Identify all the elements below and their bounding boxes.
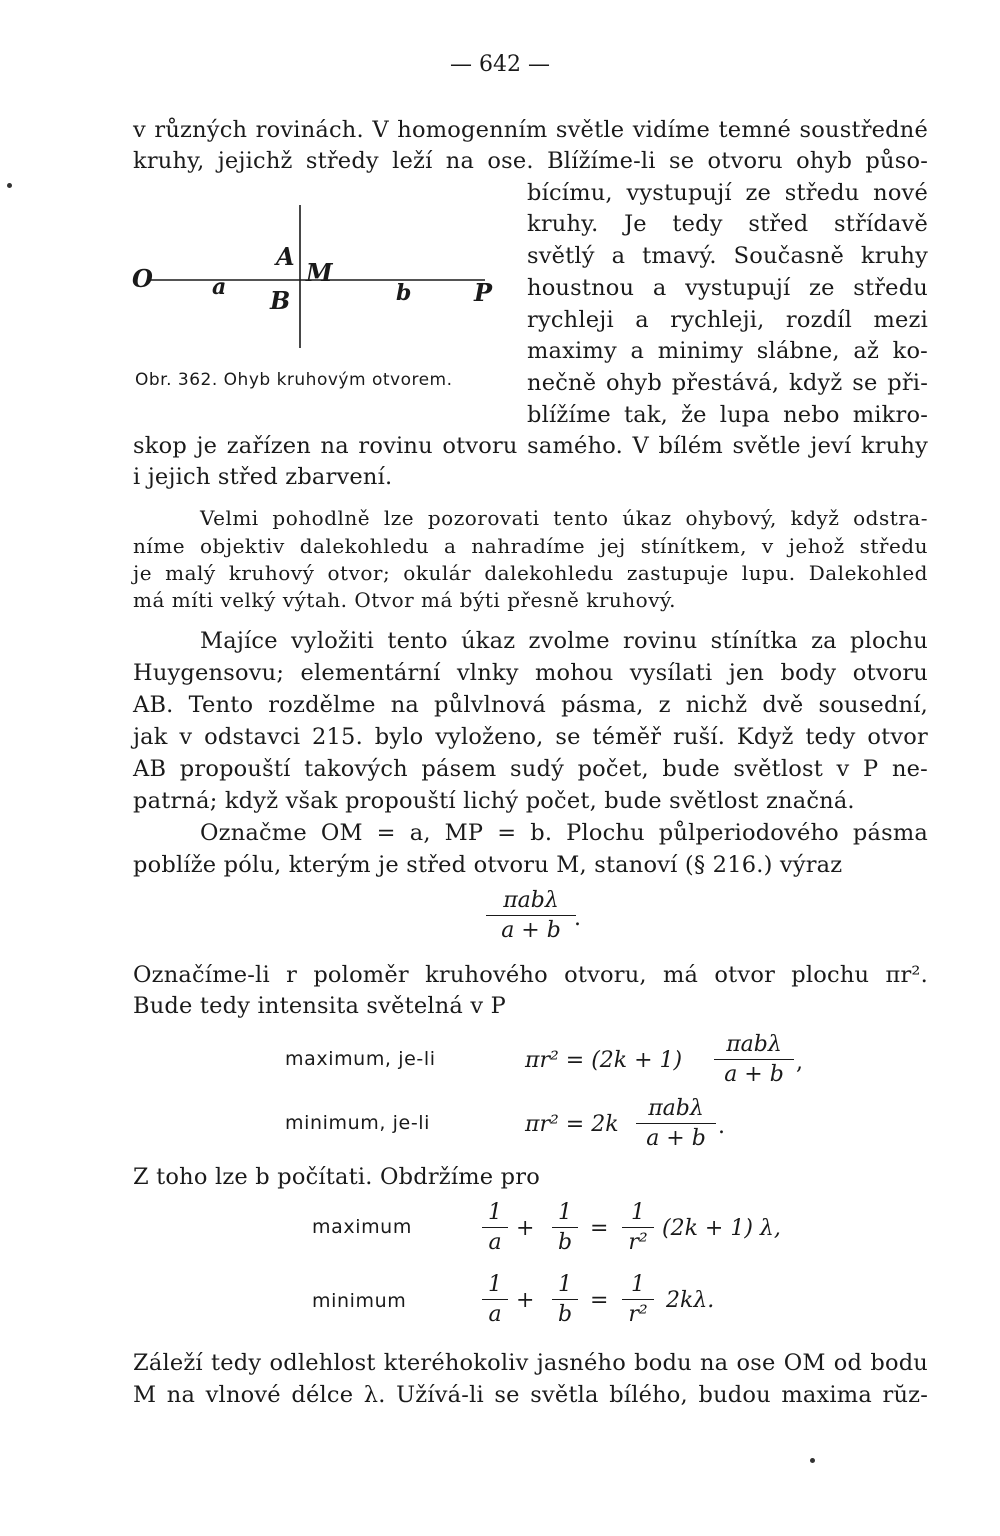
page-number: — 642 — (450, 52, 550, 77)
formula-lhs: πr² = (2k + 1) (525, 1048, 683, 1073)
formula-punctuation: , (796, 1050, 803, 1075)
fraction-numerator: 1 (482, 1272, 508, 1300)
text-line: Označme OM = a, MP = b. Plochu půlperiodového pásma (200, 820, 928, 846)
fraction-numerator: πabλ (486, 888, 576, 916)
text-line: AB propouští takových pásem sudý počet, bude světlost v P ne- (133, 756, 928, 782)
formula-fraction (622, 1200, 654, 1255)
small-text-line: níme objektiv dalekohledu a nahradíme jej stínítkem, v jehož středu (133, 534, 928, 558)
text-line: světlý a tmavý. Současně kruhy (527, 243, 928, 269)
formula-lhs: πr² = 2k (525, 1112, 619, 1137)
formula-fraction (622, 1272, 654, 1327)
fraction-numerator: πabλ (714, 1032, 794, 1060)
fraction-denominator: a + b (646, 1126, 706, 1151)
text-line: Z toho lze b počítati. Obdržíme pro (133, 1164, 540, 1190)
formula-fraction (486, 888, 576, 943)
formula-label-minimum: minimum, je-li (285, 1112, 431, 1134)
text-line: i jejich střed zbarvení. (133, 464, 393, 490)
text-line: Označíme-li r poloměr kruhového otvoru, má otvor plochu πr². (133, 962, 928, 988)
formula-fraction (482, 1272, 508, 1327)
text-line: M na vlnové délce λ. Užívá-li se světla bílého, budou maxima rŭz- (133, 1382, 928, 1408)
text-line: rychleji a rychleji, rozdíl mezi (527, 307, 928, 333)
fraction-denominator: a (488, 1302, 502, 1327)
text-line: kruhy, jejichž středy leží na ose. Blížíme-li se otvoru ohyb půso- (133, 148, 928, 174)
formula-label-maximum-2: maximum (312, 1216, 412, 1238)
text-line: blížíme tak, že lupa nebo mikro- (527, 402, 928, 428)
label-A: A (276, 242, 295, 271)
label-b: b (396, 280, 412, 306)
formula-punctuation: . (718, 1114, 725, 1139)
fraction-numerator: 1 (482, 1200, 508, 1228)
formula-operator: + (516, 1288, 535, 1313)
formula-fraction (482, 1200, 508, 1255)
small-text-line: má míti velký výtah. Otvor má býti přesně kruhový. (133, 588, 677, 612)
fraction-denominator: r² (628, 1302, 648, 1327)
formula-fraction (636, 1096, 716, 1151)
fraction-denominator: r² (628, 1230, 648, 1255)
figure-caption: Obr. 362. Ohyb kruhovým otvorem. (135, 370, 453, 390)
text-line: poblíže pólu, kterým je střed otvoru M, stanoví (§ 216.) výraz (133, 852, 843, 878)
text-line: AB. Tento rozdělme na půlvlnová pásma, z nichž dvě sousední, (133, 692, 928, 718)
formula-label-minimum-2: minimum (312, 1290, 407, 1312)
formula-label-maximum: maximum, je-li (285, 1048, 436, 1070)
formula-operator: = (590, 1288, 609, 1313)
text-line: v různých rovinách. V homogenním světle vidíme temné soustředné (133, 117, 928, 143)
formula-fraction (552, 1200, 578, 1255)
fraction-numerator: 1 (622, 1200, 654, 1228)
formula-fraction (552, 1272, 578, 1327)
text-line: patrná; když však propouští lichý počet, bude světlost značná. (133, 788, 855, 814)
text-line: Majíce vyložiti tento úkaz zvolme rovinu stínítka za plochu (200, 628, 928, 654)
label-B: B (270, 286, 291, 315)
label-o: O (132, 264, 153, 293)
scan-speck (7, 183, 12, 188)
formula-operator: + (516, 1216, 535, 1241)
fraction-numerator: πabλ (636, 1096, 716, 1124)
text-line: Bude tedy intensita světelná v P (133, 993, 506, 1019)
formula-punctuation: . (574, 906, 581, 931)
text-line: kruhy. Je tedy střed střídavě (527, 211, 928, 237)
formula-fraction (714, 1032, 794, 1087)
fraction-denominator: b (557, 1230, 573, 1255)
fraction-numerator: 1 (552, 1272, 578, 1300)
text-line: houstnou a vystupují ze středu (527, 275, 928, 301)
label-M: M (306, 258, 333, 287)
figure-362 (130, 200, 520, 360)
fraction-denominator: a (488, 1230, 502, 1255)
scan-speck (810, 1458, 815, 1463)
small-text-line: Velmi pohodlně lze pozorovati tento úkaz ohybový, když odstra- (200, 506, 928, 530)
text-line: bícímu, vystupují ze středu nové (527, 180, 928, 206)
text-line: Huygensovu; elementární vlnky mohou vysílati jen body otvoru (133, 660, 928, 686)
fraction-denominator: a + b (501, 918, 561, 943)
text-line: maximy a minimy slábne, až ko- (527, 338, 928, 364)
text-line: skop je zařízen na rovinu otvoru samého. V bílém světle jeví kruhy (133, 433, 928, 459)
text-line: jak v odstavci 215. bylo vyloženo, se téměř ruší. Když tedy otvor (133, 724, 928, 750)
small-text-line: je malý kruhový otvor; okulár dalekohledu zastupuje lupu. Dalekohled (133, 561, 928, 585)
label-a: a (212, 274, 227, 300)
text-line: Záleží tedy odlehlost kteréhokoliv jasného bodu na ose OM od bodu (133, 1350, 928, 1376)
formula-operator: = (590, 1216, 609, 1241)
formula-rhs: (2k + 1) λ, (662, 1216, 781, 1241)
fraction-numerator: 1 (552, 1200, 578, 1228)
text-line: nečně ohyb přestává, když se při- (527, 370, 928, 396)
fraction-numerator: 1 (622, 1272, 654, 1300)
fraction-denominator: b (557, 1302, 573, 1327)
formula-rhs: 2kλ. (666, 1288, 715, 1313)
fraction-denominator: a + b (724, 1062, 784, 1087)
label-P: P (474, 278, 493, 307)
